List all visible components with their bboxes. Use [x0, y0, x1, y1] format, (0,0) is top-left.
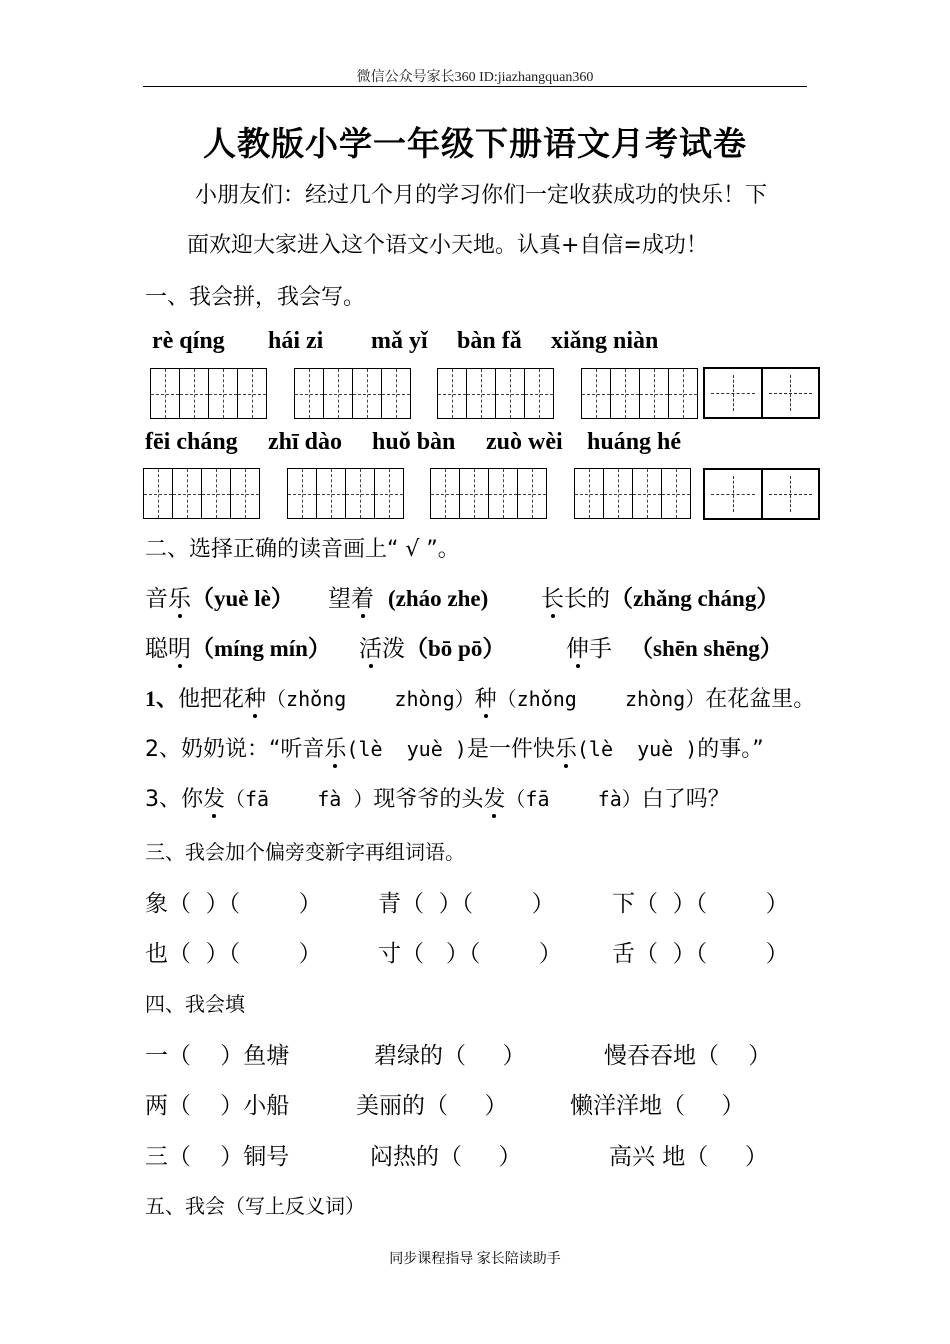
fill-item[interactable]: 高兴 地（ ） [609, 1144, 768, 1170]
pinyin-item: zhī dào [268, 429, 343, 455]
pinyin-options[interactable]: (lè yuè ) [346, 737, 467, 761]
radical-item[interactable]: 青（ ）（ ） [378, 891, 555, 917]
writing-grid[interactable] [143, 468, 260, 519]
writing-grid-large[interactable] [703, 367, 820, 419]
pinyin-options[interactable]: （fā fà） [505, 787, 642, 811]
fill-item[interactable]: 闷热的（ ） [370, 1144, 522, 1170]
reading-choice [145, 630, 331, 663]
pinyin-options[interactable]: （zhǒng zhòng） [266, 687, 475, 711]
pinyin-item: huáng hé [587, 429, 682, 455]
dotted-char: 活 [359, 636, 382, 662]
dotted-char: 长 [541, 586, 564, 612]
fill-item[interactable]: 两（ ）小船 [145, 1093, 290, 1119]
radical-item[interactable]: 也（ ）（ ） [145, 941, 322, 967]
word-text: 音 [145, 586, 168, 612]
pinyin-options[interactable]: (lè yuè ) [576, 737, 698, 761]
page-footer: 同步课程指导 家长陪读助手 [389, 1252, 561, 1267]
page-title: 人教版小学一年级下册语文月考试卷 [203, 124, 747, 163]
header-divider [143, 86, 807, 87]
pinyin-options[interactable]: （yuè lè） [191, 586, 294, 611]
reading-choice [145, 580, 294, 613]
word-text: 手 [589, 636, 612, 662]
fill-item[interactable]: 三（ ）铜号 [145, 1144, 290, 1170]
intro-line-1: 小朋友们：经过几个月的学习你们一定收获成功的快乐！下 [195, 183, 768, 208]
reading-choice [566, 630, 783, 663]
dotted-char: 着 [351, 586, 374, 612]
pinyin-options[interactable]: （míng mín） [191, 636, 331, 661]
pinyin-item: bàn fǎ [457, 328, 522, 354]
pinyin-options[interactable]: （bō pō） [405, 636, 506, 661]
word-text: 长的 [564, 586, 610, 612]
fill-item[interactable]: 碧绿的（ ） [374, 1043, 526, 1069]
reading-choice [359, 630, 505, 663]
dotted-char: 伸 [566, 636, 589, 662]
pinyin-item: zuò wèi [486, 429, 563, 455]
writing-grid[interactable] [437, 368, 554, 419]
writing-grid[interactable] [581, 368, 698, 419]
sentence-question-2: 2、奶奶说：“听音乐(lè yuè )是一件快乐(lè yuè )的事。” [145, 737, 764, 762]
section-2-heading: 二、选择正确的读音画上“ √ ”。 [145, 537, 460, 562]
writing-grid[interactable] [294, 368, 411, 419]
reading-choice [328, 580, 488, 613]
pinyin-options[interactable]: （shēn shēng） [630, 636, 783, 661]
radical-item[interactable]: 舌（ ）（ ） [612, 941, 789, 967]
pinyin-item: hái zi [268, 328, 324, 354]
fill-item[interactable]: 美丽的（ ） [356, 1093, 508, 1119]
section-3-heading: 三、我会加个偏旁变新字再组词语。 [145, 840, 465, 864]
pinyin-options[interactable]: (zháo zhe) [388, 586, 489, 611]
pinyin-item: fēi cháng [145, 429, 238, 455]
pinyin-item: xiǎng niàn [551, 328, 659, 354]
dotted-char: 乐 [168, 586, 191, 612]
dotted-char: 明 [168, 636, 191, 662]
pinyin-item: huǒ bàn [372, 429, 456, 455]
section-4-heading: 四、我会填 [145, 992, 245, 1016]
pinyin-options[interactable]: （zhǒng zhòng） [496, 687, 706, 711]
radical-item[interactable]: 下（ ）（ ） [612, 891, 789, 917]
fill-item[interactable]: 一（ ）鱼塘 [145, 1043, 290, 1069]
section-1-heading: 一、我会拼，我会写。 [145, 285, 366, 310]
writing-grid-large[interactable] [703, 468, 820, 520]
writing-grid[interactable] [150, 368, 267, 419]
word-text: 聪 [145, 636, 168, 662]
pinyin-options[interactable]: （fā fà ） [225, 787, 374, 811]
writing-grid[interactable] [574, 468, 691, 519]
intro-line-2: 面欢迎大家进入这个语文小天地。认真+自信=成功！ [187, 233, 708, 258]
radical-item[interactable]: 象（ ）（ ） [145, 891, 322, 917]
radical-item[interactable]: 寸（ ）（ ） [378, 941, 562, 967]
fill-item[interactable]: 懒洋洋地（ ） [570, 1093, 745, 1119]
reading-choice [541, 580, 779, 613]
sentence-question-1: 1、他把花种（zhǒng zhòng）种（zhǒng zhòng）在花盆里。 [145, 686, 816, 712]
writing-grid[interactable] [287, 468, 404, 519]
writing-grid[interactable] [430, 468, 547, 519]
pinyin-item: rè qíng [152, 328, 225, 354]
sentence-question-3: 3、你发（fā fà ）现爷爷的头发（fā fà）白了吗？ [145, 787, 730, 812]
word-text: 泼 [382, 636, 405, 662]
page-header: 微信公众号家长360 ID:jiazhangquan360 [356, 70, 594, 85]
pinyin-options[interactable]: （zhǎng cháng） [610, 586, 780, 611]
section-5-heading: 五、我会（写上反义词） [145, 1194, 365, 1218]
fill-item[interactable]: 慢吞吞地（ ） [604, 1043, 772, 1069]
word-text: 望 [328, 586, 351, 612]
pinyin-item: mǎ yǐ [371, 328, 428, 354]
